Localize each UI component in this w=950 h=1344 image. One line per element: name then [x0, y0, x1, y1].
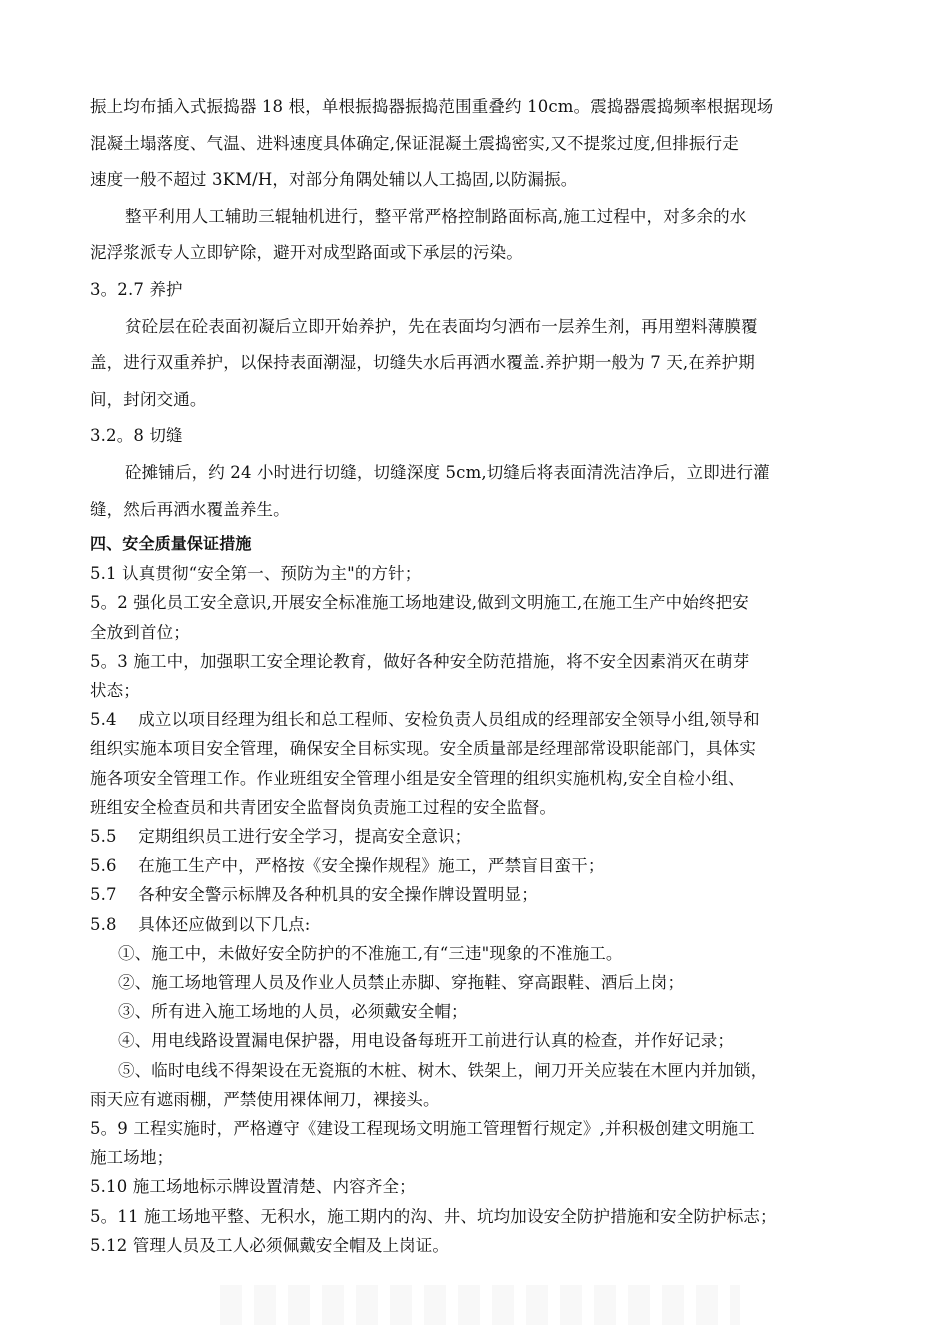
text-line: 5.12 管理人员及工人必须佩戴安全帽及上岗证。 — [90, 1235, 450, 1255]
text-line: 5.4 成立以项目经理为组长和总工程师、安检负责人员组成的经理部安全领导小组,领导和 — [90, 710, 760, 730]
paragraph-vibration — [90, 89, 860, 199]
text-line: 施工场地； — [90, 1148, 174, 1168]
subsection-heading-curing — [90, 272, 860, 309]
faint-watermark — [220, 1285, 740, 1325]
text-line: 混凝土塌落度、气温、进料速度具体确定,保证混凝土震捣密实,又不提浆过度,但排振行走 — [90, 133, 739, 153]
text-line: 5.7 各种安全警示标牌及各种机具的安全操作牌设置明显； — [90, 885, 538, 905]
list-item — [90, 910, 860, 939]
text-line: ④、用电线路设置漏电保护器，用电设备每班开工前进行认真的检查，并作好记录； — [118, 1031, 735, 1051]
list-item — [90, 1114, 860, 1172]
text-line: 速度一般不超过 3KM/H，对部分角隅处辅以人工捣固,以防漏振。 — [90, 170, 578, 190]
list-item — [90, 1172, 860, 1201]
text-line: 5。2 强化员工安全意识,开展安全标准施工场地建设,做到文明施工,在施工生产中始终把安 — [90, 593, 749, 613]
list-item — [90, 647, 860, 705]
section-heading-safety: 四、安全质量保证措施 — [90, 534, 252, 554]
list-item — [90, 1231, 860, 1260]
text-line: ⑤、临时电线不得架设在无瓷瓶的木桩、树木、铁架上，闸刀开关应装在木匣内并加锁， — [118, 1060, 768, 1080]
sub-list-item — [90, 939, 860, 968]
text-line: ①、施工中，未做好安全防护的不准施工,有“三违"现象的不准施工。 — [118, 943, 623, 963]
sub-list-item — [90, 1026, 860, 1055]
text-line: 状态； — [90, 680, 140, 700]
sub-list-item — [90, 968, 860, 997]
text-line: 3。2.7 养护 — [90, 279, 183, 299]
text-line: 泥浮浆派专人立即铲除，避开对成型路面或下承层的污染。 — [90, 243, 523, 263]
text-line: 施各项安全管理工作。作业班组安全管理小组是安全管理的组织实施机构,安全自检小组、 — [90, 768, 745, 788]
text-line: 振上均布插入式振捣器 18 根，单根振捣器振捣范围重叠约 10cm。震捣器震捣频率根据现场 — [90, 97, 774, 116]
text-line: 5.6 在施工生产中，严格按《安全操作规程》施工，严禁盲目蛮干； — [90, 856, 605, 876]
text-line: 全放到首位； — [90, 622, 190, 642]
list-item — [90, 851, 860, 880]
text-line: 5。3 施工中，加强职工安全理论教育，做好各种安全防范措施，将不安全因素消灭在萌芽 — [90, 651, 750, 671]
list-item — [90, 588, 860, 646]
document-body — [90, 89, 860, 1260]
text-line: ③、所有进入施工场地的人员，必须戴安全帽； — [118, 1002, 468, 1022]
text-line: 5.5 定期组织员工进行安全学习，提高安全意识； — [90, 826, 472, 846]
list-item — [90, 880, 860, 909]
paragraph-curing — [90, 309, 860, 419]
text-line: 5.1 认真贯彻“安全第一、预防为主"的方针； — [90, 564, 422, 584]
text-line: 5.8 具体还应做到以下几点: — [90, 914, 311, 934]
text-line: 间，封闭交通。 — [90, 389, 207, 409]
sub-list-item — [90, 1056, 860, 1114]
text-line: 组织实施本项目安全管理，确保安全目标实现。安全质量部是经理部常设职能部门，具体实 — [90, 739, 756, 759]
subsection-heading-joint-cutting — [90, 418, 860, 455]
sub-list-item — [90, 997, 860, 1026]
text-line: 缝，然后再洒水覆盖养生。 — [90, 499, 290, 519]
text-line: 5.10 施工场地标示牌设置清楚、内容齐全； — [90, 1177, 416, 1197]
text-line: 贫砼层在砼表面初凝后立即开始养护，先在表面均匀洒布一层养生剂，再用塑料薄膜覆 — [125, 316, 758, 336]
text-line: 整平利用人工辅助三辊轴机进行，整平常严格控制路面标高,施工过程中，对多余的水 — [125, 206, 747, 226]
text-line: ②、施工场地管理人员及作业人员禁止赤脚、穿拖鞋、穿高跟鞋、酒后上岗； — [118, 972, 685, 992]
paragraph-joint-cutting — [90, 455, 860, 528]
text-line: 砼摊铺后，约 24 小时进行切缝，切缝深度 5cm,切缝后将表面清洗洁净后，立即进行灌 — [125, 462, 770, 482]
text-line: 5。11 施工场地平整、无积水，施工期内的沟、井、坑均加设安全防护措施和安全防护标志； — [90, 1206, 777, 1226]
list-item — [90, 559, 860, 588]
text-line: 班组安全检查员和共青团安全监督岗负责施工过程的安全监督。 — [90, 797, 557, 817]
text-line: 雨天应有遮雨棚，严禁使用裸体闸刀，裸接头。 — [90, 1089, 440, 1109]
text-line: 盖，进行双重养护，以保持表面潮湿，切缝失水后再洒水覆盖.养护期一般为 7 天,在养护期 — [90, 353, 755, 373]
paragraph-leveling — [90, 199, 860, 272]
list-item — [90, 822, 860, 851]
list-item — [90, 1202, 860, 1231]
text-line: 5。9 工程实施时，严格遵守《建设工程现场文明施工管理暂行规定》,并积极创建文明施工 — [90, 1118, 755, 1138]
text-line: 3.2。8 切缝 — [90, 426, 183, 446]
list-item — [90, 705, 860, 822]
